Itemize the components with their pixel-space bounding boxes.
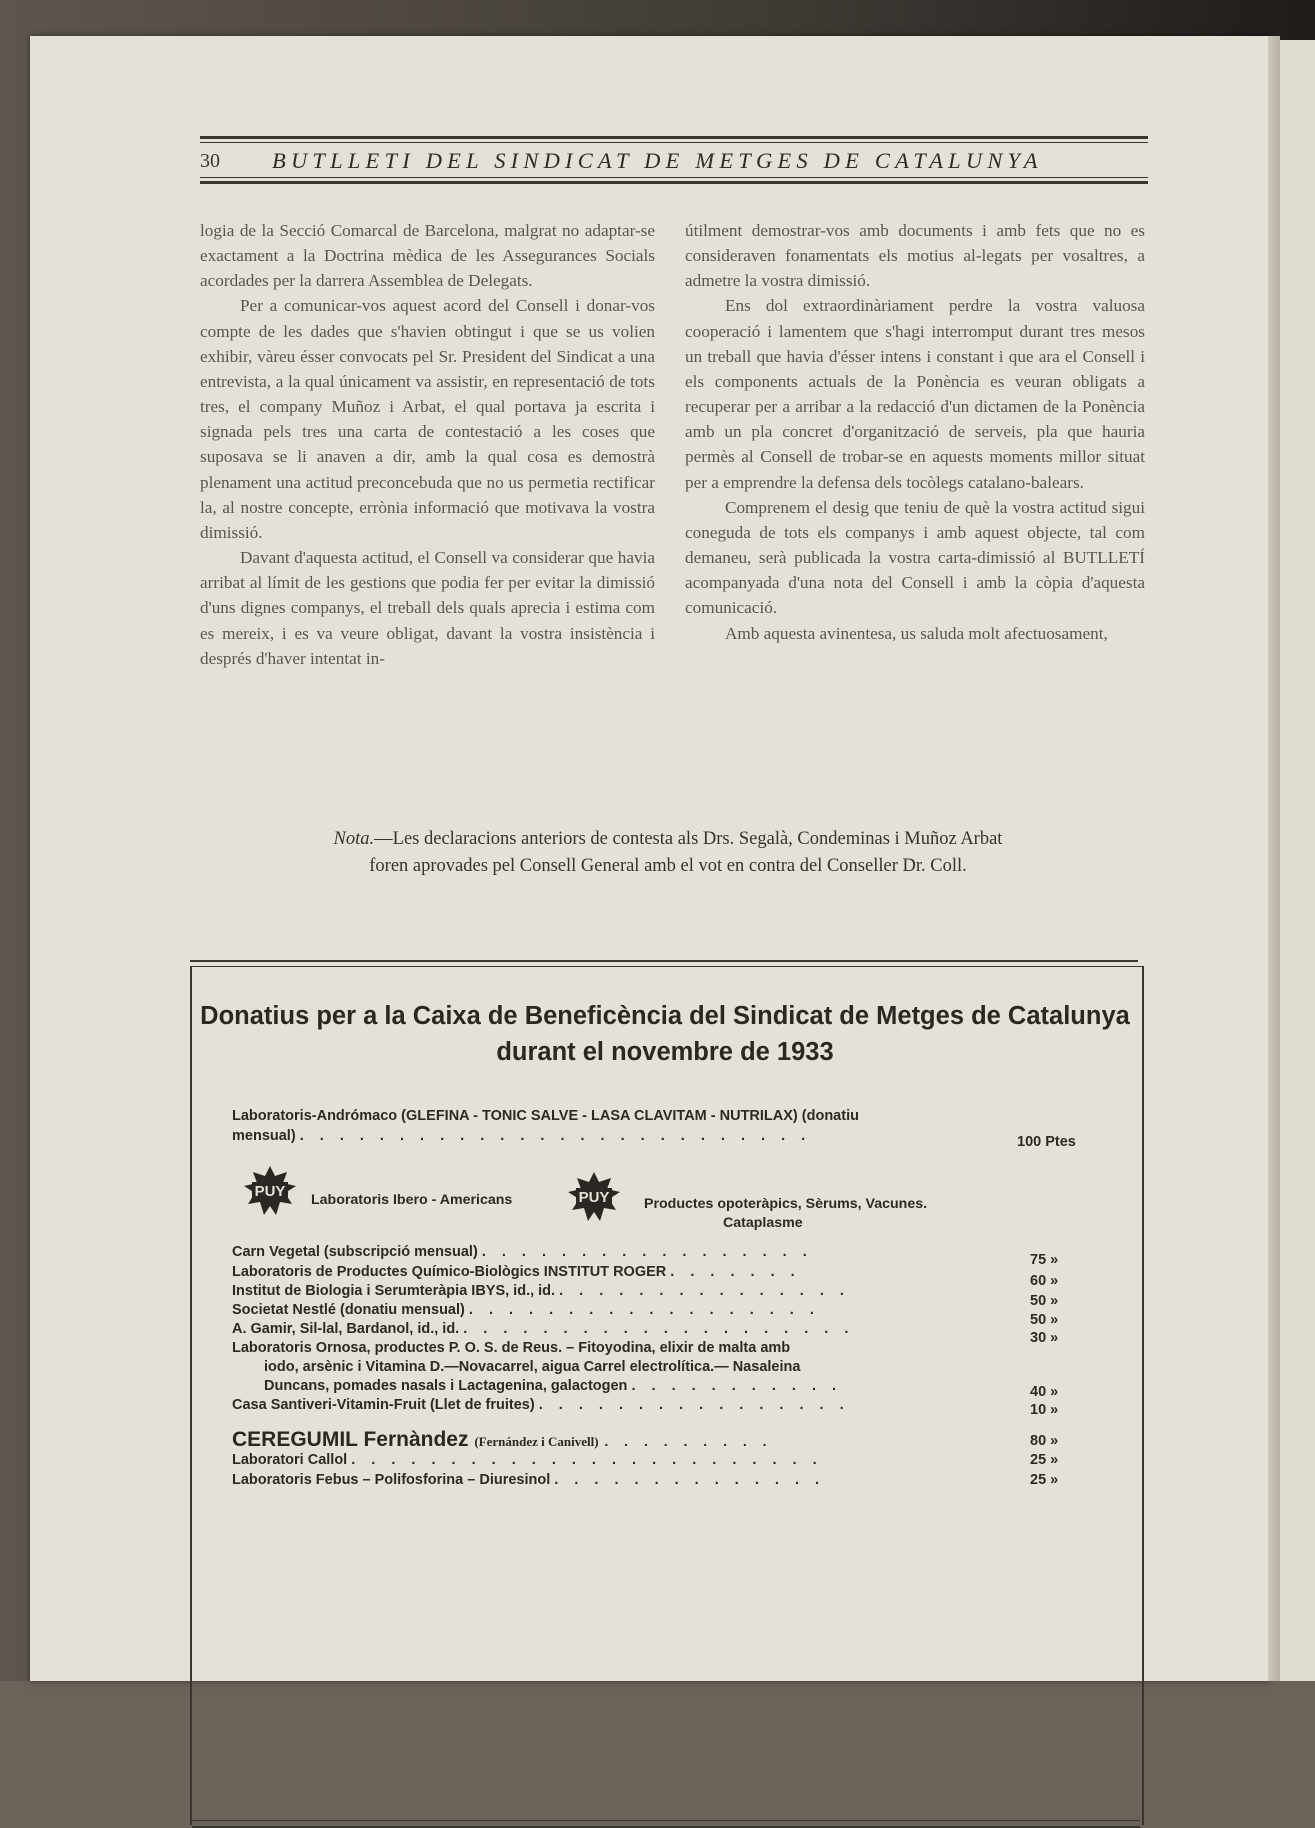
- donation-entry: [264, 1378, 842, 1394]
- header-rule: [200, 181, 1148, 184]
- puy-logo: [242, 1166, 298, 1216]
- adjacent-page-edge: [1280, 40, 1315, 1681]
- donor-name: Laboratoris de Productes Químico-Biològics INSTITUT ROGER: [232, 1264, 667, 1280]
- donor-subname: (Fernández i Canivell): [474, 1434, 599, 1449]
- leader-dots: . . . . . . . . . . . . . . . . .: [481, 1244, 813, 1260]
- note-label: Nota.: [333, 829, 375, 849]
- paragraph: Per a comunicar-vos aquest acord del Consell i donar-vos compte de les dades que s'havien obtingut i que se us volien exhibir, vàreu ésser convocats pel Sr. President del Sindicat a una entrevista, a la qual únicament va assistir, en representació de tots tres, el company Muñoz i Arbat, el qual portava ja escrita i signada pels tres una carta de contestació a les coses que suposava se li anaven a dir, amb la qual cosa es demostrà plenament una actitud preconcebuda que no us permetia rectificar la, al nostre concepte, errònia informació que motivava la vostra dimissió.: [200, 296, 655, 542]
- donor-name: Laboratoris Febus – Polifosforina – Diuresinol: [232, 1472, 551, 1488]
- donor-name: Carn Vegetal (subscripció mensual): [232, 1244, 478, 1260]
- leader-dots: . . . . . . .: [670, 1264, 801, 1280]
- leader-dots: . . . . . . . . . . . . . . . . . . . . . . . . . .: [299, 1128, 812, 1144]
- donation-entry: [232, 1452, 823, 1468]
- donor-name: iodo, arsènic i Vitamina D.—Novacarrel, aigua Carrel electrolítica.— Nasaleina: [264, 1359, 801, 1375]
- donations-title: Donatius per a la Caixa de Beneficència del Sindicat de Metges de Catalunya durant el novembre de 1933: [200, 1002, 1130, 1066]
- page-edge: [1268, 36, 1280, 1681]
- donor-name: Laboratoris-Andrómaco (GLEFINA - TONIC SALVE - LASA CLAVITAM - NUTRILAX) (donatiu: [232, 1108, 859, 1124]
- donor-name: mensual): [232, 1128, 296, 1144]
- lab-products: Cataplasme: [723, 1215, 803, 1231]
- leader-dots: . . . . . . . . . . . . . . .: [559, 1283, 850, 1299]
- donation-entry: [232, 1283, 850, 1299]
- donation-amount: 50 »: [1030, 1312, 1059, 1328]
- leader-dots: . . . . . . . . . . . . . . . . . . . .: [463, 1321, 855, 1337]
- page-header: [200, 136, 1148, 191]
- donation-entry: [232, 1264, 801, 1280]
- journal-title: BUTLLETI DEL SINDICAT DE METGES DE CATALUNYA: [272, 148, 1043, 173]
- donor-name: Casa Santiveri-Vitamin-Fruit (Llet de fruites): [232, 1397, 535, 1413]
- donor-name: Institut de Biologia i Serumteràpia IBYS, id., id.: [232, 1283, 556, 1299]
- leader-dots: . . . . . . . . . . .: [631, 1378, 843, 1394]
- leader-dots: . . . . . . . . . . . . . . . .: [538, 1397, 850, 1413]
- donations-box: [190, 966, 1144, 1825]
- header-rule: [200, 136, 1148, 139]
- paragraph: Comprenem el desig que teniu de què la vostra actitud sigui coneguda de tots els companys i amb aquest objecte, tal com demaneu, serà publicada la vostra carta-dimissió al BUTLLETÍ acompanyada d'una nota del Consell i amb la còpia d'aquesta comunicació.: [685, 497, 1145, 618]
- lab-products: Productes opoteràpics, Sèrums, Vacunes.: [644, 1196, 928, 1212]
- donor-name: Societat Nestlé (donatiu mensual): [232, 1302, 465, 1318]
- header-row: [200, 146, 1148, 176]
- note-text: —Les declaracions anteriors de contesta als Drs. Segalà, Condeminas i Muñoz Arbat foren aprovades pel Consell General amb el vot en contra del Conseller Dr. Coll.: [369, 829, 1003, 877]
- left-column: [200, 218, 655, 671]
- donation-entry: [232, 1340, 790, 1356]
- leader-dots: . . . . . . . . . . . . . . . . . . . . . . . .: [351, 1452, 823, 1468]
- leader-dots: . . . . . . . . . . . . . .: [554, 1472, 826, 1488]
- header-rule: [200, 177, 1148, 178]
- right-column: [685, 218, 1145, 646]
- donation-amount: 80 »: [1030, 1433, 1059, 1449]
- leader-dots: . . . . . . . . .: [604, 1433, 773, 1449]
- box-rule: [192, 1820, 1140, 1821]
- paragraph: logia de la Secció Comarcal de Barcelona, malgrat no adaptar-se exactament a la Doctrina mèdica de les Assegurances Socials acordades per la darrera Assemblea de Delegats.: [200, 221, 655, 291]
- donor-name: Duncans, pomades nasals i Lactagenina, galactogen: [264, 1378, 628, 1394]
- donation-amount: 100 Ptes: [1017, 1134, 1076, 1150]
- donation-amount: 30 »: [1030, 1330, 1059, 1346]
- donation-entry: [232, 1397, 850, 1413]
- box-top-rule: [190, 960, 1138, 962]
- paragraph: Ens dol extraordinàriament perdre la vostra valuosa cooperació i lamentem que s'hagi interromput durant tres mesos un treball que havia d'ésser intens i constant i que ara el Consell i els components actuals de la Ponència es veuran obligats a recuperar per a arribar a la redacció d'un dictamen de la Ponència amb un pla concret d'organització de serveis, pla que hauria permès al Consell de trobar-se en aquests moments millor situat per a emprendre la defensa dels tocòlegs catalano-balears.: [685, 296, 1145, 492]
- donation-amount: 50 »: [1030, 1293, 1059, 1309]
- donation-amount: 25 »: [1030, 1472, 1059, 1488]
- paragraph: útilment demostrar-vos amb documents i amb fets que no es consideraven fonamentats els motius al-legats per vosaltres, a admetre la vostra dimissió.: [685, 221, 1145, 291]
- puy-logo: [566, 1172, 622, 1222]
- lab-ibero-americans: Laboratoris Ibero - Americans: [311, 1192, 513, 1208]
- donation-entry: [232, 1108, 859, 1124]
- header-rule: [200, 142, 1148, 143]
- puy-logo-text: PUY: [254, 1183, 286, 1200]
- donation-entry: [232, 1128, 811, 1144]
- donation-amount: 40 »: [1030, 1384, 1059, 1400]
- donation-entry: [232, 1428, 773, 1452]
- puy-logo-text: PUY: [578, 1189, 610, 1206]
- donor-name: Laboratori Callol: [232, 1452, 348, 1468]
- donor-name: Laboratoris Ornosa, productes P. O. S. de Reus. – Fitoyodina, elixir de malta amb: [232, 1340, 791, 1356]
- donation-amount: 75 »: [1030, 1252, 1059, 1268]
- page-number: 30: [200, 150, 220, 172]
- donation-entry: [264, 1359, 800, 1375]
- note: [330, 826, 1006, 881]
- leader-dots: . . . . . . . . . . . . . . . . . .: [468, 1302, 820, 1318]
- donor-name: A. Gamir, Sil-lal, Bardanol, id., id.: [232, 1321, 460, 1337]
- donation-amount: 25 »: [1030, 1452, 1059, 1468]
- paragraph: Amb aquesta avinentesa, us saluda molt afectuosament,: [725, 623, 1108, 643]
- donor-name: CEREGUMIL Fernàndez: [232, 1428, 469, 1451]
- donation-entry: [232, 1321, 854, 1337]
- donation-amount: 60 »: [1030, 1273, 1059, 1289]
- donation-amount: 10 »: [1030, 1402, 1059, 1418]
- donation-entry: [232, 1302, 820, 1318]
- paragraph: Davant d'aquesta actitud, el Consell va considerar que havia arribat al límit de les gestions que podia fer per evitar la dimissió d'uns dignes companys, el treball dels quals aprecia i estima com es mereix, i es va veure obligat, davant la vostra insistència i després d'haver intentat in-: [200, 548, 655, 668]
- donation-entry: [232, 1472, 825, 1488]
- donation-entry: [232, 1244, 813, 1260]
